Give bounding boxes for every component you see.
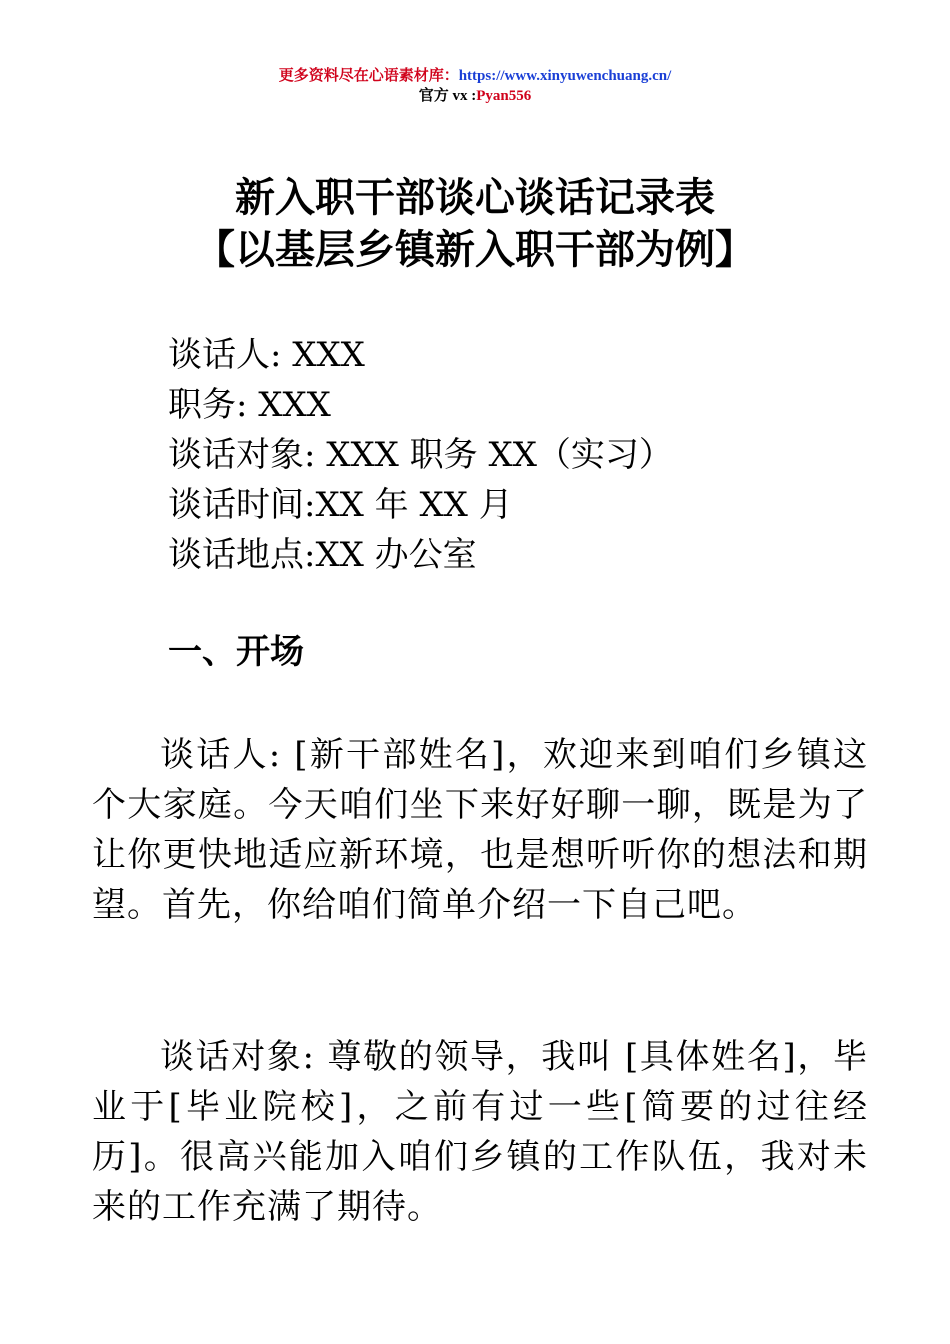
interview-meta xyxy=(168,330,673,580)
section-heading-opening: 一、开场 xyxy=(168,632,304,672)
meta-place: 谈话地点:XX 办公室 xyxy=(168,535,477,575)
paragraph-speaker: 谈话人: [新干部姓名]，欢迎来到咱们乡镇这个大家庭。今天咱们坐下来好好聊一聊，既是为了让你更快地适应新环境，也是想听听你的想法和期望。首先，你给咱们简单介绍一下自己吧。 xyxy=(92,735,868,925)
document-title xyxy=(0,172,950,276)
meta-speaker: 谈话人: XXX xyxy=(168,335,365,375)
meta-time: 谈话时间:XX 年 XX 月 xyxy=(168,485,513,525)
title-line-2: 【以基层乡镇新入职干部为例】 xyxy=(195,227,755,273)
banner-vx-id: Pyan556 xyxy=(476,88,532,104)
meta-target: 谈话对象: XXX 职务 XX（实习） xyxy=(168,435,673,475)
source-banner xyxy=(0,66,950,106)
banner-line-2 xyxy=(0,86,950,106)
banner-text: 更多资料尽在心语素材库： xyxy=(278,68,459,84)
banner-url-link[interactable]: https://www.xinyuwenchuang.cn/ xyxy=(458,68,672,84)
title-line-1: 新入职干部谈心谈话记录表 xyxy=(235,175,715,221)
meta-position: 职务: XXX xyxy=(168,385,331,425)
banner-vx-label: 官方 vx : xyxy=(418,88,477,104)
paragraph-target: 谈话对象: 尊敬的领导，我叫 [具体姓名]，毕业于[毕业院校]，之前有过一些[简要的过往经历]。很高兴能加入咱们乡镇的工作队伍，我对未来的工作充满了期待。 xyxy=(92,1037,868,1227)
banner-line-1 xyxy=(0,66,950,86)
